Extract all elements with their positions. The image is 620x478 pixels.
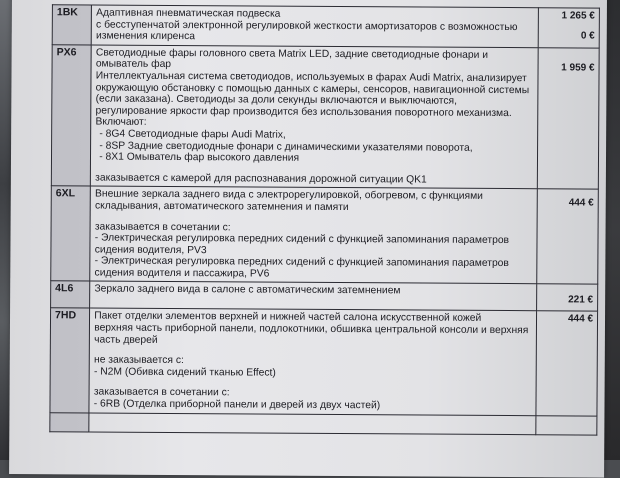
- option-description: [91, 5, 538, 48]
- description-line: складывания, автоматического затемнения и памяти: [94, 200, 349, 213]
- description-line: часть дверей: [94, 334, 158, 346]
- option-price-cutoff: [535, 415, 597, 434]
- description-line: - 8SP Задние светодиодные фонари с динамическими указателями поворота,: [99, 140, 473, 154]
- description-line: Светодиодные фары головного света Matrix LED, задние светодиодные фонари и: [95, 47, 489, 61]
- option-description: [90, 281, 536, 311]
- description-line: Адаптивная пневматическая подвеска: [96, 7, 281, 20]
- description-line: заказывается с камерой для распознавания дорожной ситуации QK1: [95, 172, 427, 186]
- description-line: - Электрическая регулировка передних сидений с функцией запоминания параметров: [94, 232, 510, 247]
- description-line: - Электрическая регулировка передних сидений с функцией запоминания параметров: [94, 255, 509, 270]
- table-row: [50, 308, 598, 415]
- option-code: 6XL: [51, 186, 91, 281]
- description-line: сидения водителя, PV3: [94, 244, 207, 256]
- description-line: Пакет отделки элементов верхней и нижней частей салона искусственной кожей: [94, 310, 482, 325]
- description-line: окружающую обстановку с помощью данных с камеры, сенсоров, навигационной системы: [95, 82, 530, 96]
- description-line: верхняя часть приборной панели, подлокотники, обшивка центральной консоли и верхняя: [94, 322, 529, 337]
- table-row: [52, 5, 599, 48]
- option-price: 221 €: [568, 294, 594, 307]
- option-description-cutoff: [89, 413, 535, 435]
- option-price-cell: [537, 47, 599, 189]
- description-line: сидения водителя и пассажира, PV6: [94, 267, 270, 280]
- description-line: изменения клиренса: [95, 30, 196, 43]
- option-price-cell: [536, 189, 598, 285]
- option-price: 1 265 €: [561, 10, 595, 22]
- option-code: PX6: [51, 45, 91, 187]
- option-description: [91, 45, 538, 189]
- description-line: - 8G4 Светодиодные фары Audi Matrix,: [99, 128, 286, 141]
- option-price: 444 €: [567, 313, 594, 326]
- option-code: 4L6: [51, 281, 90, 308]
- table-row: [51, 45, 599, 190]
- description-line: омыватель фар: [95, 58, 172, 71]
- option-price-cell: [538, 8, 600, 48]
- description-line: Включают:: [95, 116, 147, 129]
- table-row: [51, 186, 599, 284]
- description-line: Интеллектуальная система светодиодов, используемых в фарах Audi Matrix, анализирует: [95, 70, 527, 85]
- description-line: заказывается в сочетании с:: [94, 221, 231, 233]
- description-line: с бесступенчатой электронной регулировкой жесткости амортизаторов с возможностью: [96, 19, 518, 33]
- option-price: 444 €: [568, 197, 594, 209]
- option-code: 7HD: [50, 308, 90, 412]
- description-line: заказывается в сочетании с:: [93, 386, 230, 399]
- option-price-secondary: 0 €: [580, 30, 595, 42]
- description-line: (если заказана). Светодиоды за доли секунды включаются и выключаются,: [95, 93, 457, 107]
- option-price-cell: [535, 311, 597, 416]
- option-description: [90, 186, 537, 284]
- option-price-cell: [536, 284, 598, 311]
- description-line: регулирование яркости фар производится без использования поворотного механизма.: [95, 105, 512, 119]
- document-sheet: [9, 0, 607, 478]
- options-table: [49, 4, 600, 435]
- option-code-cutoff: [50, 412, 89, 431]
- table-row: [51, 281, 598, 311]
- description-line: - 8X1 Омыватель фар высокого давления: [99, 151, 300, 164]
- option-code: 1BK: [52, 5, 92, 45]
- description-line: - N2M (Обивка сидений тканью Effect): [93, 366, 276, 379]
- description-line: Внешние зеркала заднего вида с электрорегулировкой, обогревом, с функциями: [95, 188, 483, 203]
- description-line: не заказывается с:: [93, 354, 184, 367]
- option-description: [89, 308, 536, 415]
- description-line: Зеркало заднего вида в салоне с автоматическим затемнением: [94, 283, 401, 297]
- option-price: 1 959 €: [561, 62, 595, 74]
- table-row: [50, 412, 597, 434]
- description-line: - 6RB (Отделка приборной панели и дверей из двух частей): [93, 398, 381, 412]
